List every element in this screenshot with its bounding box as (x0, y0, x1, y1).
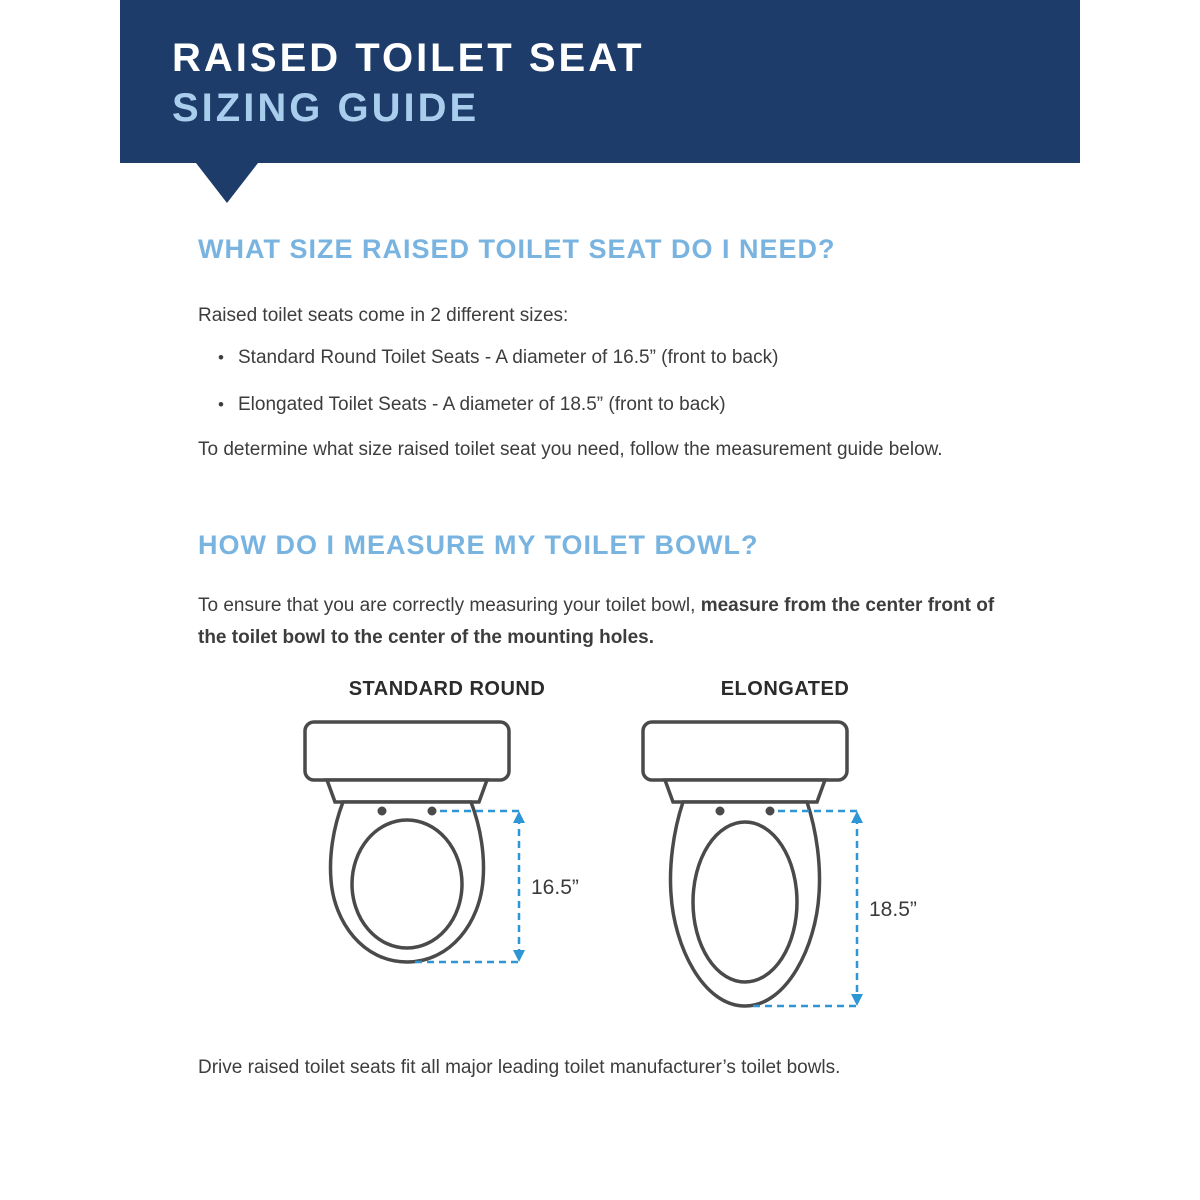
standard-measurement-value: 16.5” (531, 876, 579, 899)
measure-arrowhead-down (513, 950, 525, 962)
measure-arrowhead-up (513, 811, 525, 823)
footer-note: Drive raised toilet seats fit all major leading toilet manufacturer’s toilet bowls. (198, 1057, 841, 1078)
page-title-line1: RAISED TOILET SEAT (172, 36, 645, 80)
size-options-list (218, 347, 778, 441)
toilet-bowl-inner (352, 820, 462, 948)
mounting-hole-right (766, 807, 775, 816)
elongated-diagram (625, 716, 945, 1022)
size-outro-text: To determine what size raised toilet seat you need, follow the measurement guide below. (198, 439, 943, 460)
bullet-standard-round-text: Standard Round Toilet Seats - A diameter of 16.5” (front to back) (238, 347, 779, 368)
page-title-line2: SIZING GUIDE (172, 86, 480, 130)
toilet-tank-base (327, 780, 487, 802)
elongated-measurement-value: 18.5” (869, 898, 917, 921)
list-item (218, 394, 778, 416)
standard-round-label: STANDARD ROUND (348, 678, 546, 700)
mounting-hole-right (428, 807, 437, 816)
mounting-hole-left (716, 807, 725, 816)
toilet-tank (305, 722, 509, 780)
toilet-tank (643, 722, 847, 780)
mounting-hole-left (378, 807, 387, 816)
banner-pointer-arrow (196, 163, 258, 203)
header-banner-inner (120, 0, 1080, 130)
toilet-bowl-inner (693, 822, 797, 982)
standard-round-diagram (287, 716, 607, 978)
measure-intro-bold: measure from the center front of the toilet bowl to the center of the mounting holes. (198, 595, 995, 648)
size-intro-text: Raised toilet seats come in 2 different sizes: (198, 305, 569, 326)
list-item (218, 347, 778, 369)
section-heading-what-size: WHAT SIZE RAISED TOILET SEAT DO I NEED? (198, 234, 836, 264)
header-banner (120, 0, 1080, 163)
measure-intro-text (198, 590, 998, 654)
elongated-label: ELONGATED (720, 678, 850, 700)
toilet-tank-base (665, 780, 825, 802)
bullet-elongated-text: Elongated Toilet Seats - A diameter of 18.5” (front to back) (238, 394, 726, 415)
measure-arrowhead-down (851, 994, 863, 1006)
section-heading-how-measure: HOW DO I MEASURE MY TOILET BOWL? (198, 530, 759, 560)
measure-intro-normal: To ensure that you are correctly measuring your toilet bowl, (198, 595, 701, 616)
measure-arrowhead-up (851, 811, 863, 823)
